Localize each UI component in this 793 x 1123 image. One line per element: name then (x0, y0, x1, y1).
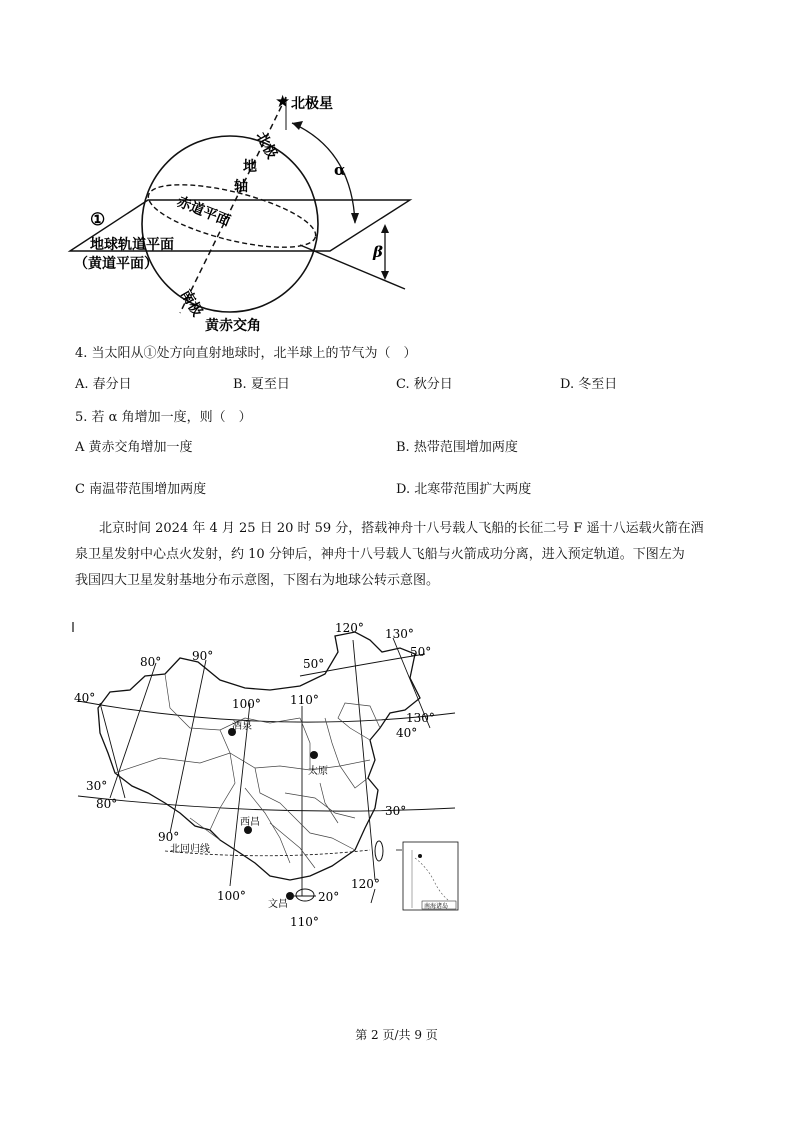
passage-line-2: 泉卫星发射中心点火发射，约 10 分钟后，神舟十八号载人飞船与火箭成功分离，进入预定轨道。下图左为 (75, 547, 685, 562)
equator-plane-label: 赤道平面 (174, 193, 233, 230)
earth-globe (142, 136, 318, 312)
lon-label-80-bottom: 80° (96, 797, 118, 811)
lon-label-130-east: 130° (406, 711, 435, 725)
north-pole-label: 北极 (252, 129, 280, 162)
jiuquan-label: 酒泉 (232, 721, 252, 732)
taiyuan-marker (310, 751, 318, 759)
lat-label-50-west: 50° (303, 657, 325, 671)
passage (75, 516, 725, 594)
lon-label-90-top: 90° (192, 649, 214, 663)
question-5-stem: 5. 若 α 角增加一度，则（ ） (75, 410, 252, 425)
ecliptic-plane-label: （黄道平面） (74, 256, 158, 272)
china-launch-sites-map (70, 618, 465, 940)
xichang-label: 西昌 (240, 817, 260, 828)
lat-label-20: 20° (318, 890, 340, 904)
lon-label-90-bottom: 90° (158, 830, 180, 844)
obliquity-label: 黄赤交角 (205, 318, 261, 334)
question-4-stem: 4. 当太阳从①处方向直射地球时，北半球上的节气为（ ） (75, 346, 417, 361)
alpha-label: α (334, 161, 346, 179)
lon-label-80-top: 80° (140, 655, 162, 669)
south-pole-label: 南极 (177, 287, 206, 320)
lat-label-50-east: 50° (410, 645, 432, 659)
q4-option-d[interactable]: D. 冬至日 (560, 377, 618, 392)
marker-1-label: ① (90, 210, 106, 230)
lon-label-120-top: 120° (335, 621, 364, 635)
orbit-plane-label: 地球轨道平面 (90, 237, 174, 253)
q5-option-a[interactable]: A 黄赤交角增加一度 (75, 440, 193, 455)
lon-label-100-top: 100° (232, 697, 261, 711)
q4-option-c[interactable]: C. 秋分日 (396, 377, 453, 392)
inset-caption: 南海诸岛 (424, 903, 449, 910)
q4-option-b[interactable]: B. 夏至日 (233, 377, 290, 392)
q5-option-c[interactable]: C 南温带范围增加两度 (75, 482, 207, 497)
passage-line-3: 我国四大卫星发射基地分布示意图，下图右为地球公转示意图。 (75, 573, 440, 588)
south-china-sea-inset (403, 842, 458, 910)
lat-label-30-east: 30° (385, 804, 407, 818)
lon-label-110-top: 110° (290, 693, 319, 707)
north-star-icon: ★ (275, 92, 291, 112)
lon-label-100-bottom: 100° (217, 889, 246, 903)
lat-label-30-west: 30° (86, 779, 108, 793)
q5-option-d[interactable]: D. 北寒带范围扩大两度 (396, 482, 532, 497)
taiyuan-label: 太原 (308, 766, 328, 777)
lon-label-130-top: 130° (385, 627, 414, 641)
q5-option-b[interactable]: B. 热带范围增加两度 (396, 440, 518, 455)
north-star-label: 北极星 (291, 96, 333, 112)
axis-label-1: 地 (243, 159, 257, 175)
q4-option-a[interactable]: A. 春分日 (75, 377, 132, 392)
earth-orbit-diagram (60, 85, 420, 335)
lon-label-120-bottom: 120° (351, 877, 380, 891)
lat-label-40-west: 40° (74, 691, 96, 705)
wenchang-label: 文昌 (268, 899, 288, 910)
axis-label-2: 轴 (234, 179, 248, 195)
beta-label: β (373, 243, 383, 261)
passage-line-1: 北京时间 2024 年 4 月 25 日 20 时 59 分，搭载神舟十八号载人飞船的长征二号 F 遥十八运载火箭在酒 (99, 521, 704, 536)
page-footer: 第 2 页/共 9 页 (355, 1028, 438, 1042)
lon-label-110-bottom: 110° (290, 915, 319, 929)
tropic-label: 北回归线 (170, 844, 210, 855)
lat-label-40-east: 40° (396, 726, 418, 740)
